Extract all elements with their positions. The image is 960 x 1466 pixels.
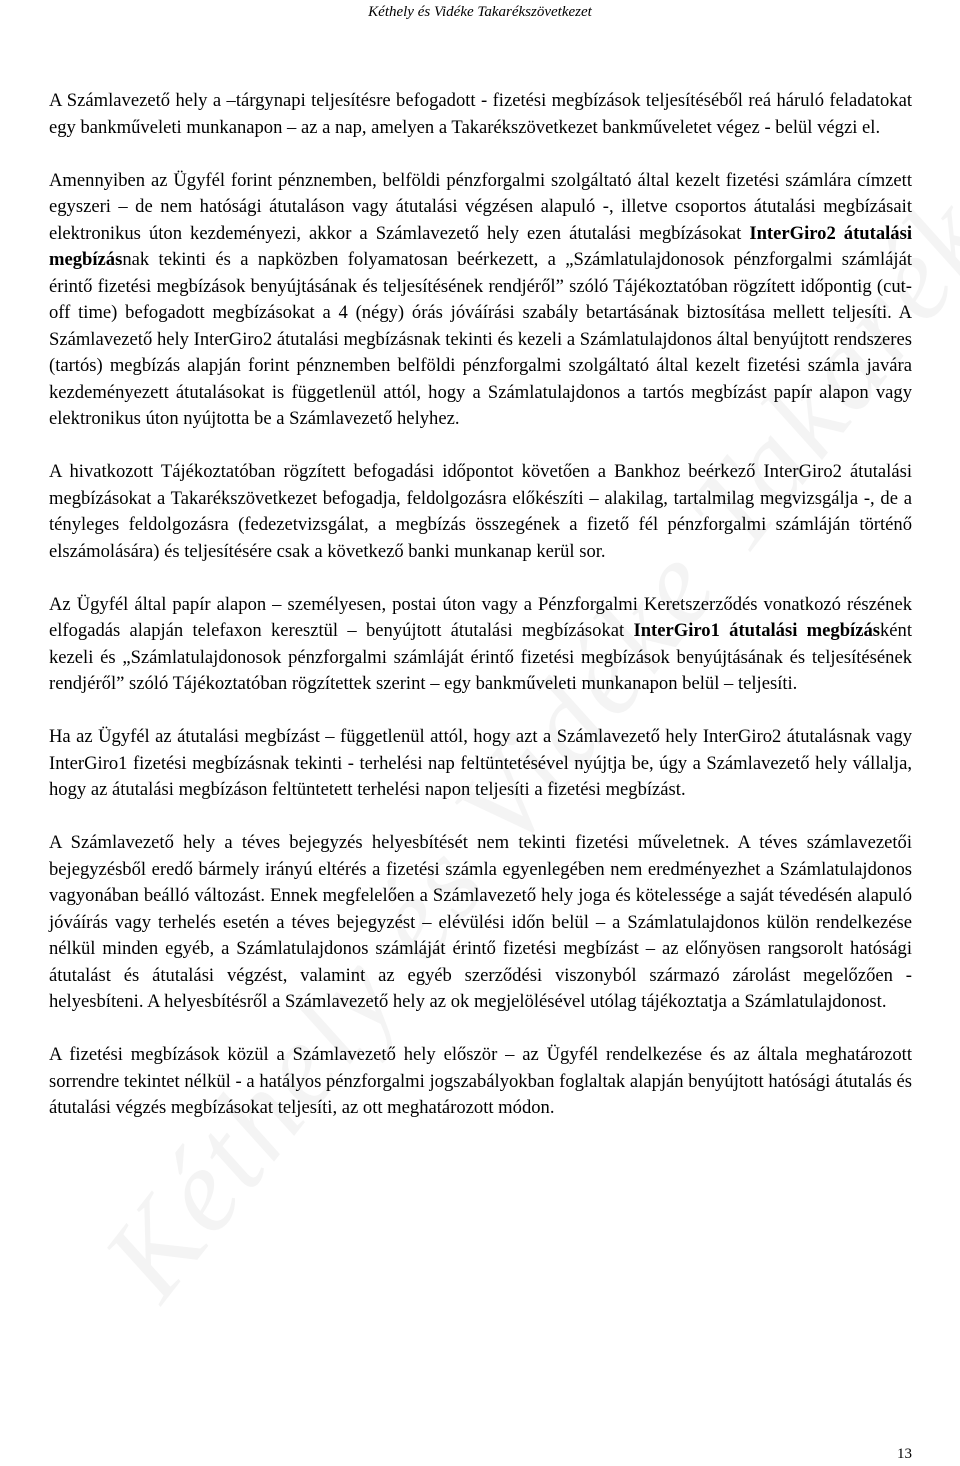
paragraph-4: Az Ügyfél által papír alapon – személyesen, postai úton vagy a Pénzforgalmi Keretszerződés vonatkozó részének elfogadás alapján telefaxon keresztül – benyújtott átutalási megbízásokat InterGiro1 átutalási megbízásként kezeli és „Számlatulajdonosok pénzforgalmi számláját érintő fizetési megbízások benyújtásának és teljesítésének rendjéről” szóló Tájékoztatóban rögzítettek szerint – egy bankműveleti munkanapon belül – teljesíti.: [49, 593, 913, 694]
intergiro1-term: InterGiro1 átutalási megbízás: [633, 620, 880, 641]
page-header: Kéthely és Vidéke Takarékszövetkezet: [368, 4, 592, 20]
paragraph-1: A Számlavezető hely a –tárgynapi teljesítésre befogadott - fizetési megbízások teljesítéséből reá háruló feladatokat egy bankműveleti munkanapon – az a nap, amelyen a Takarékszövetkezet bankműveletet végez - belül végzi el.: [49, 90, 912, 138]
page-number: 13: [897, 1446, 912, 1462]
paragraph-3: A hivatkozott Tájékoztatóban rögzített befogadási időpontot követően a Bankhoz beérkező InterGiro2 átutalási megbízásokat a Takarékszövetkezet befogadja, feldolgozásra előkészíti – alakilag, tartalmilag megvizsgálja -, de a tényleges feldolgozásra (fedezetvizsgálat, a megbízás összegének a fizető fél pénzforgalmi számláján történő elszámolására) és teljesítésére csak a következő banki munkanap kerül sor.: [49, 461, 912, 562]
intergiro2-term: InterGiro2 átutalási megbízás: [49, 222, 912, 270]
document-body: [49, 88, 912, 1148]
paragraph-6: A Számlavezető hely a téves bejegyzés helyesbítését nem tekinti fizetési műveletnek. A téves számlavezetői bejegyzésből eredő bármely irányú eltérés a fizetési számla egyenlegében nem eredményezhet a Számlatulajdonos vagyonában beálló változást. Ennek megfelelően a Számlavezető hely joga és kötelessége a saját tévedésén alapuló jóváírás vagy terhelés esetén a téves bejegyzést – elévülési időn belül – a Számlatulajdonos külön rendelkezése nélkül minden egyéb, a Számlatulajdonos számláját érintő fizetési megbízást – az előnyösen rangsorolt hatósági átutalást és átutalási végzést, valamint az egyéb szerződési viszonyból származó zárolást megelőzően - helyesbíteni. A helyesbítésről a Számlavezető hely az ok megjelölésével utólag tájékoztatja a Számlatulajdonost.: [49, 832, 912, 1012]
paragraph-7: A fizetési megbízások közül a Számlavezető hely először – az Ügyfél rendelkezése és az általa meghatározott sorrendre tekintet nélkül - a hatályos pénzforgalmi jogszabályokban foglaltak alapján benyújtott hatósági átutalás és átutalási végzés megbízásokat teljesíti, az ott meghatározott módon.: [49, 1044, 912, 1118]
paragraph-5: Ha az Ügyfél az átutalási megbízást – függetlenül attól, hogy azt a Számlavezető hely InterGiro2 átutalásnak vagy InterGiro1 fizetési megbízásnak tekinti - terhelési nap feltüntetésével nyújtja be, úgy a Számlavezető hely vállalja, hogy az átutalási megbízáson feltüntetett terhelési napon teljesíti a fizetési megbízást.: [49, 726, 912, 800]
paragraph-2: Amennyiben az Ügyfél forint pénznemben, belföldi pénzforgalmi szolgáltató által kezelt fizetési számlára címzett egyszeri – de nem hatósági átutaláson vagy átutalási végzésen alapuló -, illetve csoportos átutalási megbízásait elektronikus úton kezdeményezi, akkor a Számlavezető hely ezen átutalási megbízásokat InterGiro2 átutalási megbízásnak tekinti és a napközben folyamatosan beérkezett, a „Számlatulajdonosok pénzforgalmi számláját érintő fizetési megbízások benyújtásának és teljesítésének rendjéről” szóló Tájékoztatóban rögzített időpontig (cut-off time) befogadott megbízásokat a 4 (négy) órás jóváírási szabály betartásának biztosítása mellett teljesíti. A Számlavezető hely InterGiro2 átutalási megbízásnak tekinti és kezeli a Számlatulajdonos által benyújtott rendszeres (tartós) megbízás alapján forint pénznemben belföldi pénzforgalmi szolgáltató által kezelt fizetési számla javára kezdeményezett átutalásokat is függetlenül attól, hogy a Számlatulajdonos a tartós megbízást papír alapon vagy elektronikus úton nyújtotta be a Számlavezető helyhez.: [49, 169, 912, 429]
